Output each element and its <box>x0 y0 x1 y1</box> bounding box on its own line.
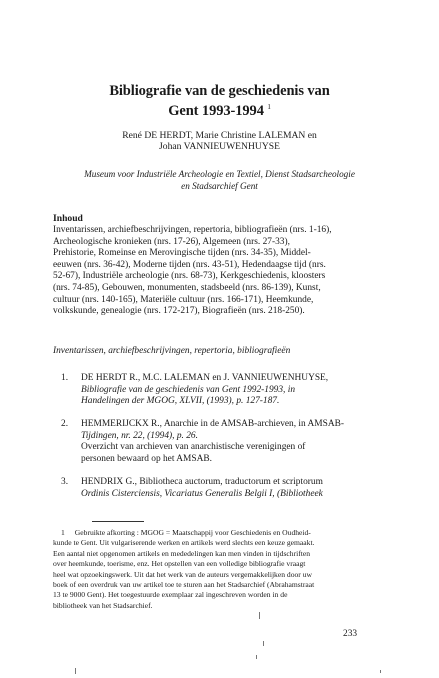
footnote-line: heel wat opzoekingswerk. Uit dat het werk van de auteurs vergemakkelijken door uw <box>53 569 313 579</box>
entry-number: 2. <box>61 419 69 429</box>
footnote-line: 13 te 9000 Gent). Het toegestuurde exemplaar zal ingeschreven worden in de <box>53 590 288 600</box>
entry-line: Tijdingen, nr. 22, (1994), p. 26. <box>81 430 198 441</box>
inhoud-line: Prehistorie, Romeinse en Merovingische tijden (nrs. 34-35), Middel- <box>53 248 311 259</box>
entry-line: Handelingen der MGOG, XLVII, (1993), p. 127-187. <box>81 396 280 407</box>
scan-speck <box>75 668 76 674</box>
footnote-number: 1 <box>61 528 65 537</box>
affiliation-line-1: Museum voor Industriële Archeologie en Textiel, Dienst Stadsarcheologie <box>84 169 355 179</box>
entry-number: 3. <box>61 477 69 487</box>
inhoud-line: Inventarissen, archiefbeschrijvingen, repertoria, bibliografieën (nrs. 1-16), <box>53 225 332 235</box>
entry-line: DE HERDT R., M.C. LALEMAN en J. VANNIEUWENHUYSE, <box>81 373 329 383</box>
footnote-line: Een aantal niet opgenomen artikels en mededelingen kan men vinden in tijdschriften <box>53 548 311 558</box>
entry-line: Bibliografie van de geschiedenis van Gent 1992-1993, in <box>81 384 296 395</box>
bibliography-entry-3 <box>53 477 365 500</box>
entry-line: HENDRIX G., Bibliotheca auctorum, traductorum et scriptorum <box>81 477 323 487</box>
title-year-range: Gent 1993-1994 <box>168 102 264 119</box>
footnote-line: Gebruikte afkorting : MGOG = Maatschappij voor Geschiedenis en Oudheid- <box>74 528 311 537</box>
inhoud-line: cultuur (nrs. 140-165), Materiële cultuur (nrs. 166-171), Heemkunde, <box>53 294 314 305</box>
footnote-separator <box>92 521 144 522</box>
scan-speck <box>380 670 381 673</box>
scan-speck <box>259 612 260 619</box>
entry-line: Ordinis Cisterciensis, Vicariatus Generalis Belgii I, (Bibliotheek <box>81 488 323 499</box>
title-line-1: Bibliografie van de geschiedenis van <box>109 83 330 99</box>
inhoud-line: volkskunde, genealogie (nrs. 172-217), Biografieën (nrs. 218-250). <box>53 306 305 317</box>
affiliation-line-2: en Stadsarchief Gent <box>181 181 258 191</box>
entry-line: personen bewaard op het AMSAB. <box>81 453 212 464</box>
entry-number: 1. <box>61 373 69 383</box>
title-footnote-mark[interactable]: 1 <box>267 103 271 111</box>
footnote-line: over heemkunde, toerisme, enz. Het opstellen van een volledige bibliografie vraagt <box>53 559 306 569</box>
section-heading: Inventarissen, archiefbeschrijvingen, repertoria, bibliografieën <box>53 346 291 356</box>
inhoud-line: 52-67), Industriële archeologie (nrs. 68-73), Kerkgeschiedenis, kloosters <box>53 271 326 282</box>
page-number: 233 <box>343 629 358 639</box>
footnote-line-1 <box>53 528 365 538</box>
scan-speck <box>263 641 264 646</box>
inhoud-line: (nrs. 74-85), Gebouwen, monumenten, stadsbeeld (nrs. 86-139), Kunst, <box>53 282 321 293</box>
entry-line: Overzicht van archieven van anarchistische verenigingen of <box>81 442 306 453</box>
bibliography-entry-1 <box>53 373 365 408</box>
inhoud-paragraph <box>53 225 364 318</box>
authors-line-1: René DE HERDT, Marie Christine LALEMAN en <box>122 130 317 141</box>
inhoud-line: eeuwen (nrs. 36-42), Moderne tijden (nrs. 43-51), Hedendaagse tijd (nrs. <box>53 259 326 270</box>
inhoud-line: Archeologische kronieken (nrs. 17-26), Algemeen (nrs. 27-33), <box>53 236 290 247</box>
footnote-line: bibliotheek van het Stadsarchief. <box>53 600 153 610</box>
inhoud-heading: Inhoud <box>53 213 83 224</box>
footnote-line: boek of een overdruk van uw artikel toe te sturen aan het Stadsarchief (Abrahamstraat <box>53 580 315 590</box>
scan-speck <box>256 655 257 659</box>
entry-line: HEMMERIJCKX R., Anarchie in de AMSAB-archieven, in AMSAB- <box>81 419 345 429</box>
authors-line-2: Johan VANNIEUWENHUYSE <box>159 141 280 152</box>
bibliography-entry-2 <box>53 419 365 465</box>
title-line-2 <box>0 99 439 119</box>
footnote <box>53 528 365 611</box>
footnote-line: kunde te Gent. Uit vulgariserende werken en artikels werd slechts een keuze gemaakt. <box>53 538 315 548</box>
